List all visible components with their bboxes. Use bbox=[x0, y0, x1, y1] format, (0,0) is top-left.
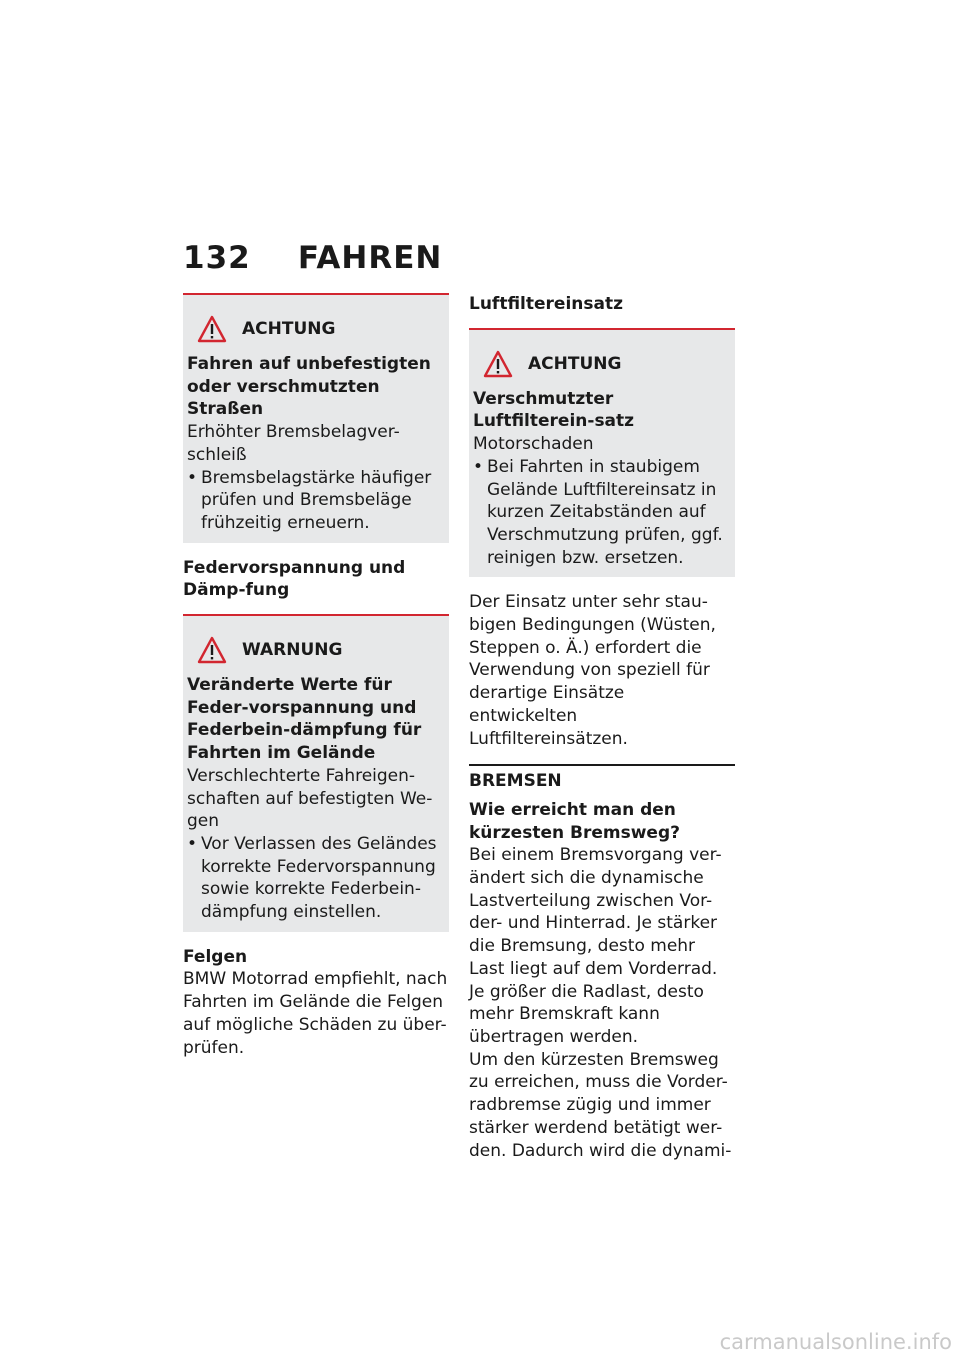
page-header bbox=[183, 240, 442, 276]
section-heading: Felgen bbox=[183, 946, 248, 967]
hazard-title: Veränderte Werte für Feder-vorspannung und Federbein-dämpfung für Fahrten im Gelände bbox=[187, 675, 422, 764]
section-divider bbox=[469, 764, 735, 793]
body-paragraph: Um den kürzesten Bremsweg zu erreichen, muss die Vorder-radbremse zügig und immer stärker werdend betätigt wer-den. Dadurch wird die dynami- bbox=[469, 1049, 732, 1161]
section-heading: Luftfiltereinsatz bbox=[469, 294, 623, 314]
right-column bbox=[469, 293, 735, 1162]
hazard-consequence: Verschlechterte Fahreigen-schaften auf befestigten We-gen bbox=[187, 765, 433, 832]
action-list bbox=[187, 833, 445, 924]
hazard-title: Fahren auf unbefestigten oder verschmutzten Straßen bbox=[187, 354, 431, 420]
caution-box-brake-pads bbox=[183, 293, 449, 543]
body-paragraph: Bei einem Bremsvorgang ver-ändert sich die dynamische Lastverteilung zwischen Vor-der- und Hinterrad. Je stärker die Bremsung, desto mehr Last liegt auf dem Vorderrad. Je größer die Radlast, desto mehr Bremskraft kann übertragen werden. bbox=[469, 845, 722, 1047]
signal-word: ACHTUNG bbox=[242, 319, 336, 339]
section-heading: Federvorspannung und Dämp-fung bbox=[183, 557, 406, 601]
action-list bbox=[187, 467, 445, 535]
page-number: 132 bbox=[183, 240, 251, 276]
action-item: • Vor Verlassen des Geländes korrekte Federvorspannung sowie korrekte Federbein-dämpfung einstellen. bbox=[187, 833, 445, 924]
watermark: carmanualsonline.info bbox=[719, 1330, 952, 1354]
chapter-title: FAHREN bbox=[297, 240, 443, 276]
warning-triangle-icon bbox=[197, 636, 227, 664]
action-item: • Bremsbelagstärke häufiger prüfen und Bremsbeläge frühzeitig erneuern. bbox=[187, 467, 445, 535]
warning-triangle-icon bbox=[483, 350, 513, 378]
body-paragraph: Der Einsatz unter sehr stau-bigen Bedingungen (Wüsten, Steppen o. Ä.) erfordert die Verwendung von speziell für derartige Einsätze entwickelten Luftfiltereinsätzen. bbox=[469, 592, 716, 749]
signal-word: ACHTUNG bbox=[528, 353, 622, 374]
action-list bbox=[473, 456, 731, 570]
hazard-consequence: Motorschaden bbox=[473, 434, 594, 455]
warning-box-suspension bbox=[183, 614, 449, 932]
subsection-heading: Wie erreicht man den kürzesten Bremsweg? bbox=[469, 799, 680, 843]
hazard-consequence: Erhöhter Bremsbelagver-schleiß bbox=[187, 422, 400, 465]
signal-word: WARNUNG bbox=[242, 640, 343, 661]
section-title: BREMSEN bbox=[469, 771, 562, 792]
left-column bbox=[183, 293, 449, 1059]
hazard-title: Verschmutzter Luftfilterein-satz bbox=[473, 388, 635, 432]
action-item: • Bei Fahrten in staubigem Gelände Luftfiltereinsatz in kurzen Zeitabständen auf Verschmutzung prüfen, ggf. reinigen bzw. ersetzen. bbox=[473, 456, 731, 570]
caution-box-air-filter bbox=[469, 328, 735, 578]
body-paragraph: BMW Motorrad empfiehlt, nach Fahrten im Gelände die Felgen auf mögliche Schäden zu über-prüfen. bbox=[183, 969, 448, 1058]
warning-triangle-icon bbox=[197, 315, 227, 343]
